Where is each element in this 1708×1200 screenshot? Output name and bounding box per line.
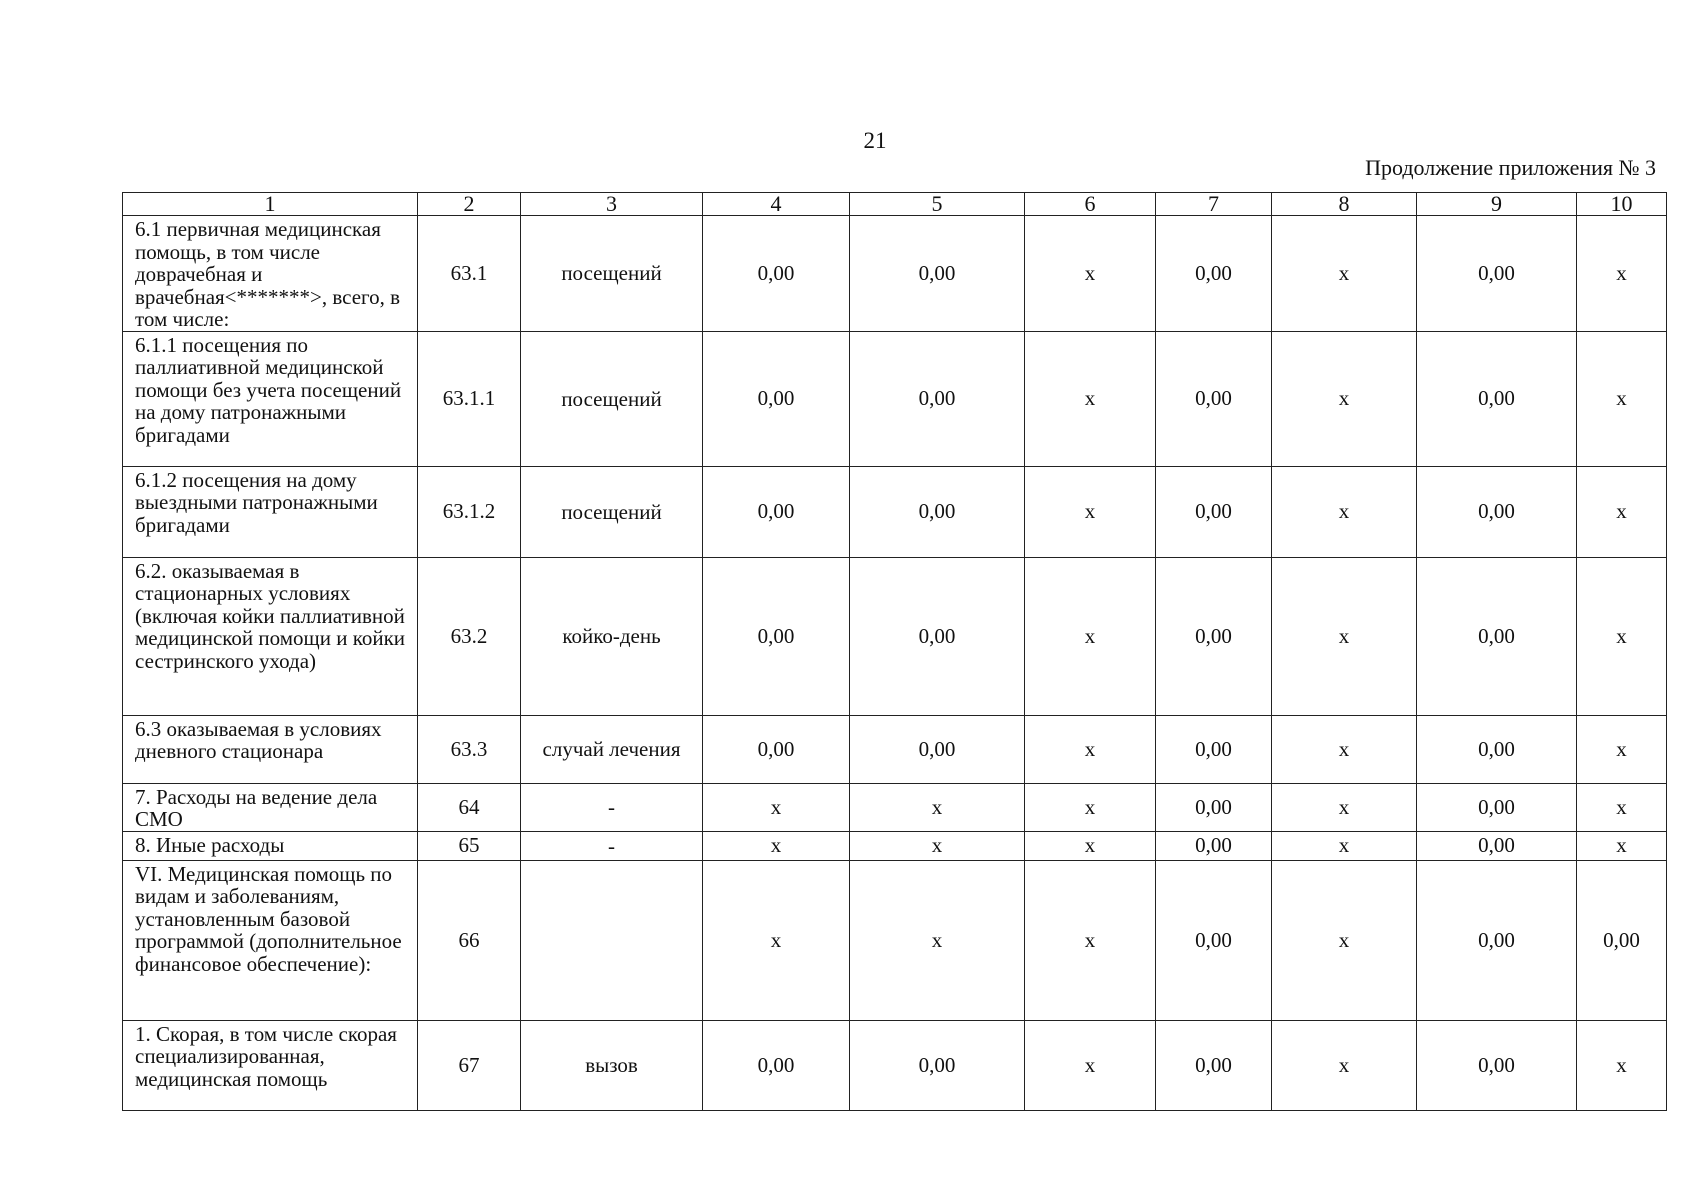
- row-unit: -: [521, 831, 703, 860]
- cell-col-6: х: [1025, 1020, 1156, 1110]
- row-name: 6.1.2 посещения на дому выездными патронажными бригадами: [123, 466, 418, 557]
- cell-col-9: 0,00: [1417, 783, 1577, 831]
- cell-col-4: х: [703, 860, 850, 1020]
- cell-col-9: 0,00: [1417, 715, 1577, 783]
- cell-col-10: х: [1577, 466, 1667, 557]
- cell-col-4: 0,00: [703, 557, 850, 715]
- cell-col-6: х: [1025, 331, 1156, 466]
- cell-col-6: х: [1025, 557, 1156, 715]
- row-name: 6.1.1 посещения по паллиативной медицинской помощи без учета посещений на дому патронажными бригадами: [123, 331, 418, 466]
- cell-col-4: 0,00: [703, 331, 850, 466]
- cell-col-9: 0,00: [1417, 831, 1577, 860]
- cell-col-6: х: [1025, 783, 1156, 831]
- header-row: [123, 193, 1667, 216]
- cell-col-5: 0,00: [850, 715, 1025, 783]
- row-name: 7. Расходы на ведение дела СМО: [123, 783, 418, 831]
- row-unit: случай лечения: [521, 715, 703, 783]
- cell-col-7: 0,00: [1156, 831, 1272, 860]
- cell-col-9: 0,00: [1417, 216, 1577, 332]
- row-name: 8. Иные расходы: [123, 831, 418, 860]
- cell-col-5: х: [850, 831, 1025, 860]
- row-unit: [521, 860, 703, 1020]
- cell-col-6: х: [1025, 715, 1156, 783]
- table-row: [123, 783, 1667, 831]
- cell-col-6: х: [1025, 216, 1156, 332]
- cell-col-7: 0,00: [1156, 1020, 1272, 1110]
- row-code: 63.2: [418, 557, 521, 715]
- table-row: [123, 466, 1667, 557]
- cell-col-10: х: [1577, 557, 1667, 715]
- column-header-1: 1: [123, 193, 418, 216]
- row-unit: посещений: [521, 331, 703, 466]
- row-code: 63.3: [418, 715, 521, 783]
- cell-col-4: 0,00: [703, 216, 850, 332]
- column-header-9: 9: [1417, 193, 1577, 216]
- column-header-7: 7: [1156, 193, 1272, 216]
- cell-col-6: х: [1025, 860, 1156, 1020]
- cell-col-5: 0,00: [850, 216, 1025, 332]
- column-header-5: 5: [850, 193, 1025, 216]
- column-header-3: 3: [521, 193, 703, 216]
- cell-col-7: 0,00: [1156, 557, 1272, 715]
- cell-col-9: 0,00: [1417, 331, 1577, 466]
- cell-col-8: х: [1272, 466, 1417, 557]
- cell-col-8: х: [1272, 331, 1417, 466]
- row-name: 6.3 оказываемая в условиях дневного стационара: [123, 715, 418, 783]
- cell-col-5: 0,00: [850, 466, 1025, 557]
- row-code: 66: [418, 860, 521, 1020]
- cell-col-8: х: [1272, 860, 1417, 1020]
- table-row: [123, 860, 1667, 1020]
- cell-col-7: 0,00: [1156, 783, 1272, 831]
- cell-col-4: 0,00: [703, 466, 850, 557]
- cell-col-8: х: [1272, 216, 1417, 332]
- cell-col-5: 0,00: [850, 1020, 1025, 1110]
- column-header-2: 2: [418, 193, 521, 216]
- row-unit: посещений: [521, 466, 703, 557]
- cell-col-4: 0,00: [703, 1020, 850, 1110]
- cell-col-10: 0,00: [1577, 860, 1667, 1020]
- row-unit: вызов: [521, 1020, 703, 1110]
- cell-col-5: х: [850, 860, 1025, 1020]
- cell-col-7: 0,00: [1156, 860, 1272, 1020]
- cell-col-6: х: [1025, 466, 1156, 557]
- table-row: [123, 557, 1667, 715]
- cell-col-6: х: [1025, 831, 1156, 860]
- row-unit: посещений: [521, 216, 703, 332]
- row-code: 65: [418, 831, 521, 860]
- cell-col-10: х: [1577, 331, 1667, 466]
- cell-col-10: х: [1577, 783, 1667, 831]
- row-code: 64: [418, 783, 521, 831]
- cell-col-8: х: [1272, 557, 1417, 715]
- appendix-note: Продолжение приложения № 3: [1365, 155, 1656, 180]
- cell-col-4: 0,00: [703, 715, 850, 783]
- cell-col-8: х: [1272, 831, 1417, 860]
- cell-col-5: 0,00: [850, 331, 1025, 466]
- page-number: 21: [863, 128, 887, 153]
- cell-col-9: 0,00: [1417, 466, 1577, 557]
- cell-col-10: х: [1577, 715, 1667, 783]
- cell-col-7: 0,00: [1156, 715, 1272, 783]
- row-name: 6.2. оказываемая в стационарных условиях (включая койки паллиативной медицинской помощи и койки сестринского ухода): [123, 557, 418, 715]
- data-table: [122, 192, 1667, 1111]
- cell-col-9: 0,00: [1417, 860, 1577, 1020]
- column-header-6: 6: [1025, 193, 1156, 216]
- cell-col-7: 0,00: [1156, 331, 1272, 466]
- table-row: [123, 1020, 1667, 1110]
- table-row: [123, 831, 1667, 860]
- row-code: 63.1.2: [418, 466, 521, 557]
- column-header-4: 4: [703, 193, 850, 216]
- cell-col-8: х: [1272, 783, 1417, 831]
- cell-col-10: х: [1577, 216, 1667, 332]
- cell-col-10: х: [1577, 831, 1667, 860]
- table-row: [123, 331, 1667, 466]
- cell-col-4: х: [703, 783, 850, 831]
- cell-col-5: х: [850, 783, 1025, 831]
- row-code: 63.1: [418, 216, 521, 332]
- table-row: [123, 715, 1667, 783]
- column-header-10: 10: [1577, 193, 1667, 216]
- column-header-8: 8: [1272, 193, 1417, 216]
- cell-col-10: х: [1577, 1020, 1667, 1110]
- row-unit: койко-день: [521, 557, 703, 715]
- cell-col-7: 0,00: [1156, 216, 1272, 332]
- cell-col-9: 0,00: [1417, 1020, 1577, 1110]
- table-row: [123, 216, 1667, 332]
- cell-col-9: 0,00: [1417, 557, 1577, 715]
- cell-col-4: х: [703, 831, 850, 860]
- cell-col-8: х: [1272, 715, 1417, 783]
- cell-col-7: 0,00: [1156, 466, 1272, 557]
- row-unit: -: [521, 783, 703, 831]
- row-name: 1. Скорая, в том числе скорая специализированная, медицинская помощь: [123, 1020, 418, 1110]
- row-name: VI. Медицинская помощь по видам и заболеваниям, установленным базовой программой (дополнительное финансовое обеспечение):: [123, 860, 418, 1020]
- row-code: 67: [418, 1020, 521, 1110]
- cell-col-8: х: [1272, 1020, 1417, 1110]
- row-code: 63.1.1: [418, 331, 521, 466]
- row-name: 6.1 первичная медицинская помощь, в том числе доврачебная и врачебная<*******>, всего, в том числе:: [123, 216, 418, 332]
- cell-col-5: 0,00: [850, 557, 1025, 715]
